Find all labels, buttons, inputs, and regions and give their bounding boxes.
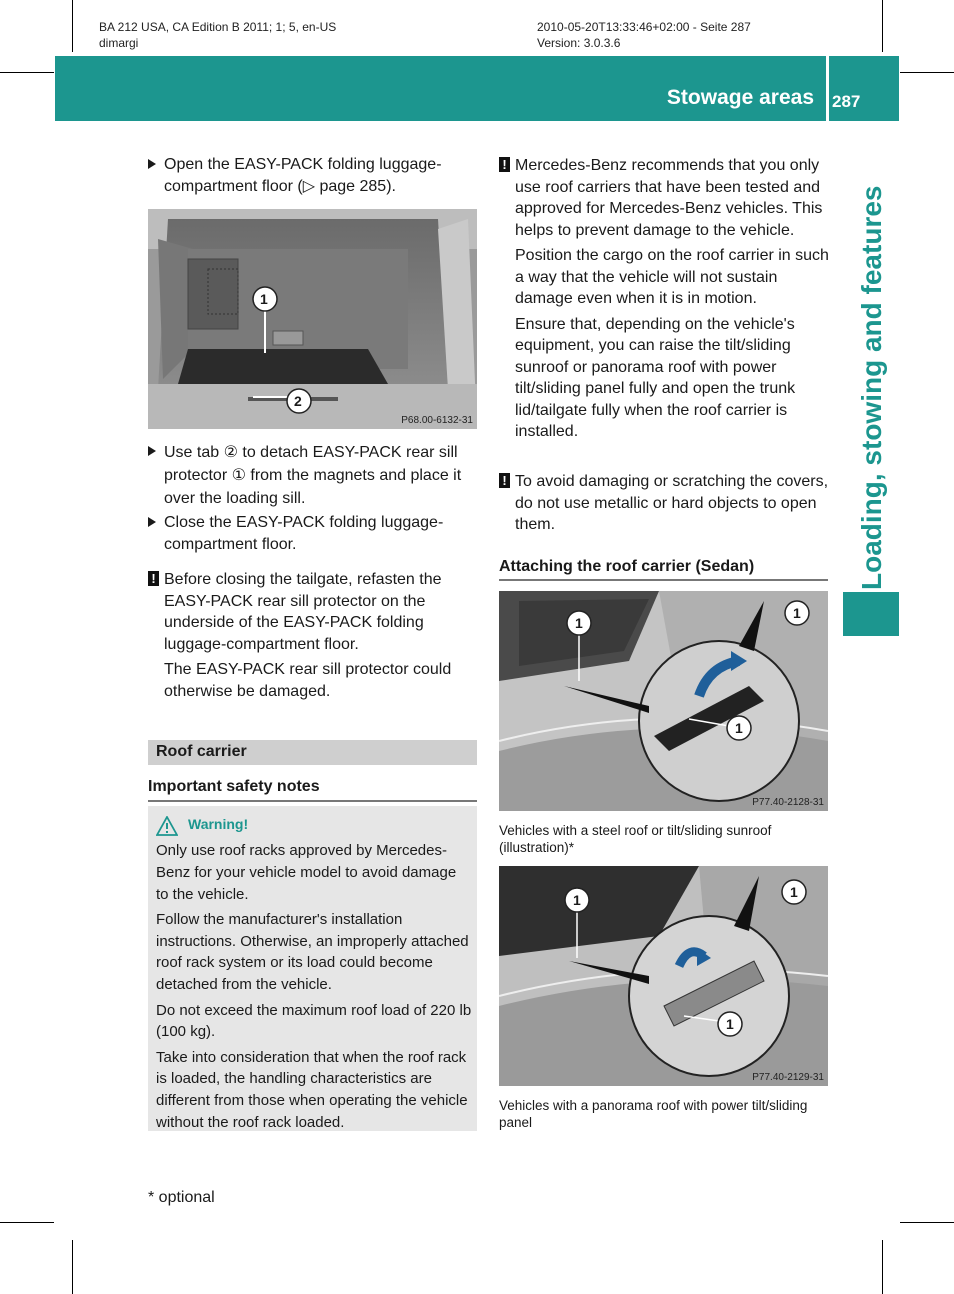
subheading: Attaching the roof carrier (Sedan) [499, 558, 755, 575]
warning-box [148, 806, 477, 1131]
exclamation-icon: ! [499, 473, 510, 488]
exclamation-icon: ! [148, 571, 159, 586]
instruction-text: Use tab ② to detach EASY-PACK rear sill protector ① from the magnets and place it over the loading sill. [164, 444, 462, 507]
warning-paragraph: Only use roof racks approved by Mercedes-Benz for your vehicle model to avoid damage to the vehicle. [156, 842, 457, 903]
warning-triangle-icon [156, 816, 178, 836]
footer-note: * optional [148, 1189, 215, 1206]
header-meta-right [537, 19, 751, 51]
instruction-text: Open the EASY-PACK folding luggage-compartment floor (▷ page 285). [164, 156, 442, 195]
callout-1: 1 [793, 605, 801, 621]
callout-1: 1 [790, 884, 798, 900]
bullet-arrow-icon [148, 446, 156, 456]
title-separator [826, 56, 829, 121]
caution-note [499, 471, 831, 536]
note-text: Ensure that, depending on the vehicle's equipment, you can raise the tilt/sliding sunroof or panorama roof with power tilt/sliding panel fully and open the trunk lid/tailgate fully when the roof carrier is installed. [515, 315, 796, 440]
roof-panorama-illustration [499, 866, 828, 1086]
figure-code: P68.00-6132-31 [401, 415, 473, 426]
crop-mark [72, 1240, 73, 1294]
crop-mark [882, 1240, 883, 1294]
heading-rule [148, 800, 477, 802]
callout-1: 1 [575, 615, 583, 631]
bullet-arrow-icon [148, 159, 156, 169]
note-text: Before closing the tailgate, refasten the EASY-PACK rear sill protector on the underside of the EASY-PACK folding luggage-compartment floor. [164, 571, 442, 653]
header-meta-line: Version: 3.0.3.6 [537, 36, 621, 50]
instruction-step [148, 441, 476, 510]
warning-title: Warning! [188, 816, 249, 832]
header-meta-line: 2010-05-20T13:33:46+02:00 - Seite 287 [537, 20, 751, 34]
figure-code: P77.40-2128-31 [752, 797, 824, 808]
section-title: Stowage areas [666, 86, 814, 109]
luggage-compartment-illustration [148, 209, 477, 429]
note-text: Mercedes-Benz recommends that you only use roof carriers that have been tested and approved for Mercedes-Benz vehicles. This helps to prevent damage to the vehicle. [515, 157, 823, 239]
roof-panorama-figure [499, 866, 828, 1086]
bullet-arrow-icon [148, 517, 156, 527]
header-meta-line: BA 212 USA, CA Edition B 2011; 1; 5, en-US [99, 20, 337, 34]
warning-text [156, 840, 472, 1137]
instruction-text: Close the EASY-PACK folding luggage-compartment floor. [164, 514, 444, 553]
page-number: 287 [832, 92, 861, 111]
luggage-compartment-figure [148, 209, 477, 429]
chapter-tab [843, 120, 899, 590]
chapter-tab-marker [843, 592, 899, 636]
header-meta-line: dimargi [99, 36, 139, 50]
section-heading: Roof carrier [156, 743, 247, 760]
roof-steel-figure [499, 591, 828, 811]
caution-note [148, 569, 476, 706]
note-text: Position the cargo on the roof carrier in such a way that the vehicle will not sustain damage even when it is in motion. [515, 247, 829, 307]
note-text: To avoid damaging or scratching the covers, do not use metallic or hard objects to open them. [515, 473, 829, 533]
figure-caption: Vehicles with a steel roof or tilt/sliding sunroof (illustration)* [499, 823, 772, 855]
warning-paragraph: Take into consideration that when the roof rack is loaded, the handling characteristics are different from those when operating the vehicle without the roof rack loaded. [156, 1048, 468, 1132]
callout-1: 1 [726, 1016, 734, 1032]
crop-mark [0, 72, 54, 73]
heading-rule [499, 579, 828, 581]
callout-1: 1 [260, 291, 268, 307]
section-heading-band [148, 740, 477, 765]
crop-mark [900, 1222, 954, 1223]
warning-paragraph: Follow the manufacturer's installation instructions. Otherwise, an improperly attached roof rack system or its load could become detached from the vehicle. [156, 910, 469, 994]
callout-2: 2 [294, 393, 302, 409]
crop-mark [900, 72, 954, 73]
chapter-tab-label: Loading, stowing and features [856, 185, 887, 590]
warning-paragraph: Do not exceed the maximum roof load of 220 lb (100 kg). [156, 1001, 472, 1041]
crop-mark [72, 0, 73, 52]
crop-mark [882, 0, 883, 52]
exclamation-icon: ! [499, 157, 510, 172]
callout-1: 1 [735, 720, 743, 736]
crop-mark [0, 1222, 54, 1223]
figure-code: P77.40-2129-31 [752, 1072, 824, 1083]
caution-note [499, 155, 831, 447]
figure-caption: Vehicles with a panorama roof with power tilt/sliding panel [499, 1098, 808, 1130]
note-text: The EASY-PACK rear sill protector could otherwise be damaged. [164, 661, 452, 700]
callout-1: 1 [573, 892, 581, 908]
roof-steel-illustration [499, 591, 828, 811]
subheading: Important safety notes [148, 778, 320, 795]
instruction-step [148, 512, 476, 555]
instruction-step [148, 154, 476, 197]
header-meta-left [99, 19, 336, 51]
